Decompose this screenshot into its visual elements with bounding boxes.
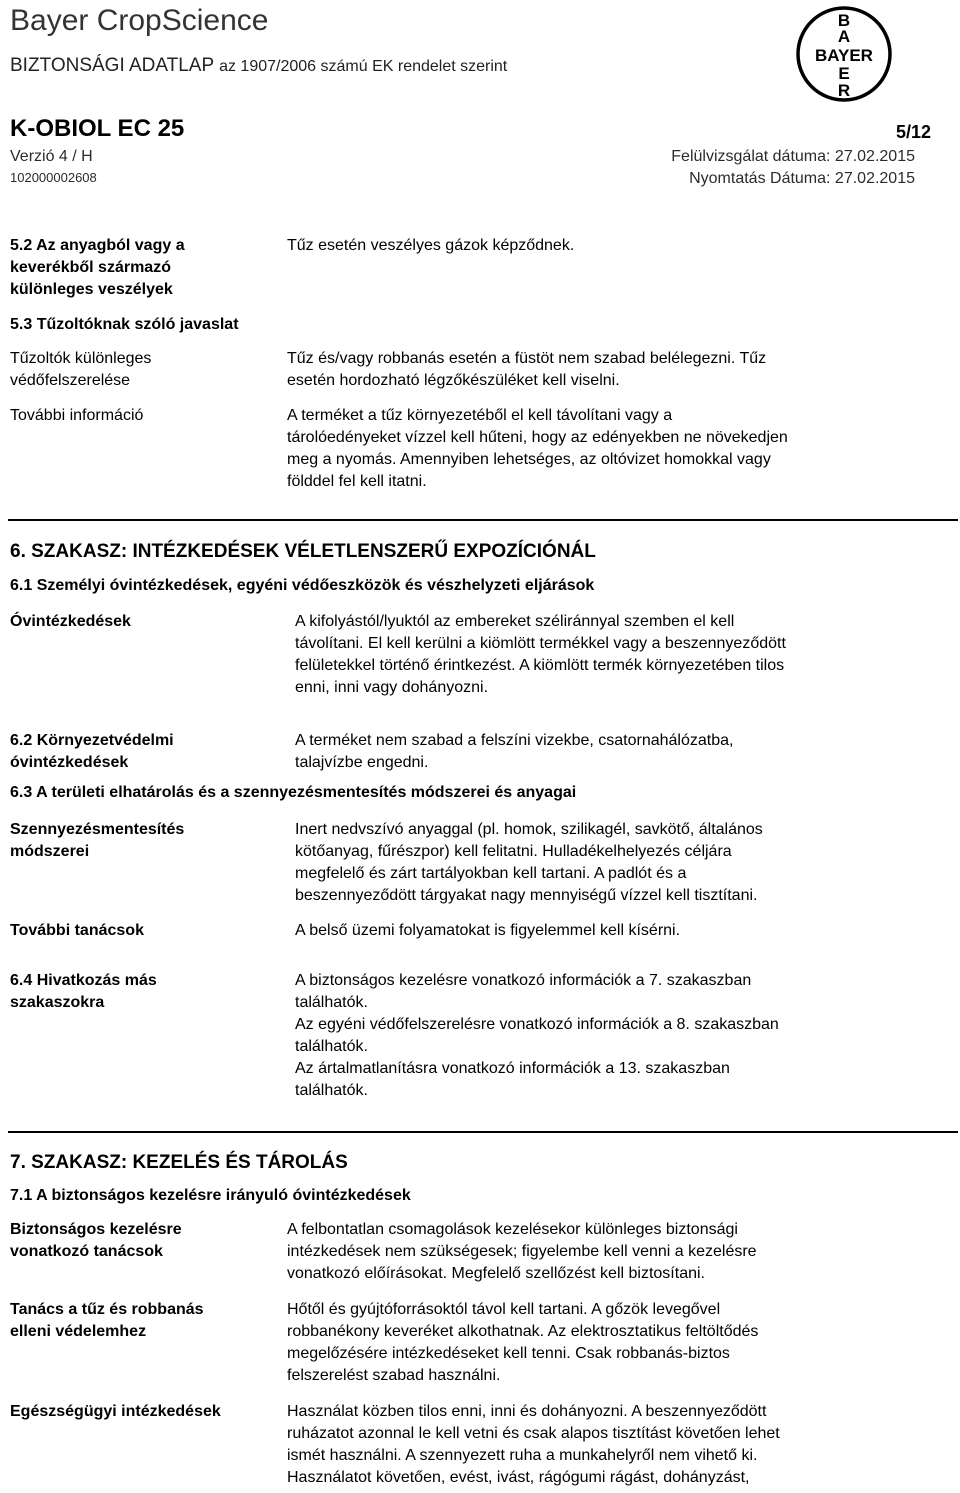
regulation-text: az 1907/2006 számú EK rendelet szerint [219, 58, 508, 75]
company-name: Bayer CropScience [10, 4, 269, 37]
page-number: 5/12 [895, 122, 931, 142]
firefighter-equipment-text: Tűz és/vagy robbanás esetén a füstöt nem szabad belélegezni. Tűz esetén hordozható légzőkészüléket kell viselni. [287, 350, 767, 389]
precautions-text: A kifolyástól/lyuktól az embereket széliránnyal szemben el kell távolítani. El kell kerülni a kiömlött termékkel vagy a beszennyeződött felületekkel történő érintkezést. A kiömlött termék környezetében tilos enni, inni vagy dohányozni. [295, 613, 786, 696]
logo-letter-a: A [837, 27, 851, 46]
fire-protection-text: Hőtől és gyújtóforrásoktól távol kell tartani. A gőzök levegővel robbanékony keveréket alkothatnak. Az elektrosztatikus feltöltődés megelőzésére intézkedéseket kell tenni. Csak robbanás-biztos felszerelést szabad használni. [287, 1301, 759, 1384]
version-info: Verzió 4 / H [10, 148, 93, 165]
logo-horizontal-text: BAYER [815, 46, 873, 65]
safe-handling-text: A felbontatlan csomagolások kezelésekor különleges biztonsági intézkedések nem szükségesek; figyelembe kell venni a kezelésre vonatkozó előírásokat. Megfelelő szellőzést kell biztosítani. [287, 1221, 757, 1282]
further-info-label: További információ [10, 407, 144, 424]
hygiene-measures-label: Egészségügyi intézkedések [10, 1403, 221, 1420]
firefighter-equipment-label: Tűzoltók különleges védőfelszerelése [10, 350, 152, 389]
section-6-3-title: 6.3 A területi elhatárolás és a szennyezésmentesítés módszerei és anyagai [10, 784, 577, 801]
print-date: Nyomtatás Dátuma: 27.02.2015 [689, 170, 915, 187]
section-6-2-text: A terméket nem szabad a felszíni vizekbe, csatornahálózatba, talajvízbe engedni. [295, 732, 734, 771]
section-divider [8, 519, 958, 521]
revision-date: Felülvizsgálat dátuma: 27.02.2015 [671, 148, 915, 165]
sds-title-main: BIZTONSÁGI ADATLAP [10, 55, 214, 76]
section-7-1-title: 7.1 A biztonságos kezelésre irányuló óvintézkedések [10, 1187, 411, 1204]
section-6-title: 6. SZAKASZ: INTÉZKEDÉSEK VÉLETLENSZERŰ EXPOZÍCIÓNÁL [10, 541, 596, 562]
fire-protection-label: Tanács a tűz és robbanás elleni védelemhez [10, 1301, 204, 1340]
section-6-4-text: A biztonságos kezelésre vonatkozó információk a 7. szakaszban találhatók. Az egyéni védőfelszerelésre vonatkozó információk a 8. szakaszban találhatók. Az ártalmatlanításra vonatkozó információk a 13. szakaszban találhatók. [295, 972, 779, 1099]
section-5-2-label: 5.2 Az anyagból vagy a keverékből származó különleges veszélyek [10, 237, 185, 298]
section-5-2-text: Tűz esetén veszélyes gázok képződnek. [287, 237, 575, 254]
logo-letter-r: R [837, 81, 851, 100]
product-name: K-OBIOL EC 25 [10, 115, 185, 142]
further-advice-label: További tanácsok [10, 922, 144, 939]
section-divider [8, 1131, 958, 1133]
logo-letter-e: E [838, 64, 850, 83]
bayer-cross-logo-icon [794, 4, 894, 104]
further-advice-text: A belső üzemi folyamatokat is figyelemmel kell kísérni. [295, 922, 681, 939]
further-info-text: A terméket a tűz környezetéből el kell távolítani vagy a tárolóedényeket vízzel kell hűteni, hogy az edényekben ne növekedjen meg a nyomás. Amennyiben lehetséges, az oltóvizet homokkal vagy földdel fel kell itatni. [287, 407, 788, 490]
document-type-title [10, 55, 507, 77]
section-7-title: 7. SZAKASZ: KEZELÉS ÉS TÁROLÁS [10, 1152, 348, 1173]
precautions-label: Óvintézkedések [10, 613, 131, 630]
section-5-3-title: 5.3 Tűzoltóknak szóló javaslat [10, 316, 239, 333]
safe-handling-label: Biztonságos kezelésre vonatkozó tanácsok [10, 1221, 182, 1260]
decontamination-label: Szennyezésmentesítés módszerei [10, 821, 185, 860]
section-6-1-title: 6.1 Személyi óvintézkedések, egyéni védőeszközök és vészhelyzeti eljárások [10, 577, 595, 594]
material-number: 102000002608 [10, 170, 97, 185]
hygiene-measures-text: Használat közben tilos enni, inni és dohányozni. A beszennyeződött ruházatot azonnal le kell vetni és csak alapos tisztítást követően lehet ismét használni. A szennyezett ruha a munkahelyről nem vihető ki. Használatot követően, evést, ivást, rágógumi rágást, dohányzást, [287, 1403, 780, 1486]
decontamination-text: Inert nedvszívó anyaggal (pl. homok, szilikagél, savkötő, általános kötőanyag, fűrészpor) kell felitatni. Hulladékelhelyezés céljára megfelelő és zárt tartályokban kell tartani. A padlót és a beszennyeződött tárgyakat nagy mennyiségű vízzel kell tisztítani. [295, 821, 763, 904]
section-6-2-label: 6.2 Környezetvédelmi óvintézkedések [10, 732, 174, 771]
logo-letter-b: B [837, 11, 851, 30]
section-6-4-label: 6.4 Hivatkozás más szakaszokra [10, 972, 157, 1011]
